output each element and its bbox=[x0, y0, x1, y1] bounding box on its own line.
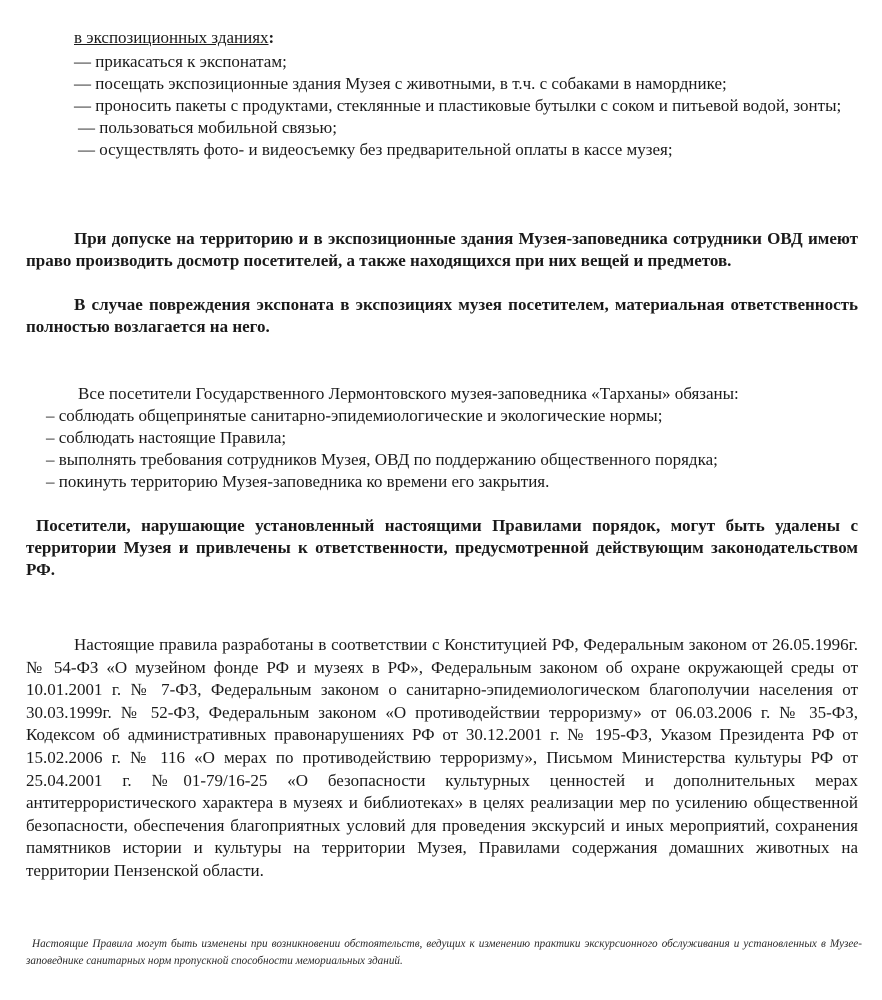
violators-paragraph: Посетители, нарушающие установленный настоящими Правилами порядок, могут быть удалены с территории Музея и привлечены к ответственности, предусмотренной действующим законодательством РФ. bbox=[26, 516, 858, 579]
prohibition-item: — осуществлять фото- и видеосъемку без предварительной оплаты в кассе музея; bbox=[78, 140, 673, 159]
obligation-item: – выполнять требования сотрудников Музея, ОВД по поддержанию общественного порядка; bbox=[46, 450, 718, 469]
legal-basis-paragraph: Настоящие правила разработаны в соответствии с Конституцией РФ, Федеральным законом от 26.05.1996г. № 54-ФЗ «О музейном фонде РФ и музеях в РФ», Федеральным законом об охране окружающей среды от 10.01.2001 г. № 7-ФЗ, Федеральным законом о санитарно-эпидемиологическом благополучии населения от 30.03.1999г. № 52-ФЗ, Федеральным законом «О противодействии терроризму» от 06.03.2006 г. № 35-ФЗ, Кодексом об административных правонарушениях РФ от 30.12.2001 г. № 195-ФЗ, Указом Президента РФ от 15.02.2006 г. № 116 «О мерах по противодействию терроризму», Письмом Министерства культуры РФ от 25.04.2001 г. №01-79/16-25 «О безопасности культурных ценностей и дополнительных мерах антитеррористического характера в музеях и библиотеках» в целях реализации мер по усилению общественной безопасности, обеспечения благоприятных условий для проведения экскурсий и иных мероприятий, сохранения памятников истории и культуры на территории Музея, Правилами содержания домашних животных на территории Пензенской области. bbox=[26, 635, 858, 880]
liability-paragraph: В случае повреждения экспоната в экспозициях музея посетителем, материальная ответственность полностью возлагается на него. bbox=[26, 295, 858, 336]
obligation-item: – соблюдать общепринятые санитарно-эпидемиологические и экологические нормы; bbox=[46, 406, 663, 425]
prohibitions-section bbox=[26, 27, 858, 161]
obligation-item: – покинуть территорию Музея-заповедника ко времени его закрытия. bbox=[46, 472, 550, 491]
prohibition-item: — пользоваться мобильной связью; bbox=[78, 118, 337, 137]
prohibitions-heading: в экспозиционных зданиях bbox=[74, 28, 269, 47]
prohibitions-heading-line bbox=[26, 27, 858, 49]
prohibitions-heading-colon: : bbox=[268, 28, 275, 47]
footnote: Настоящие Правила могут быть изменены при возникновении обстоятельств, ведущих к изменению практики экскурсионного обслуживания и установленных в Музее-заповеднике санитарных норм пропускной способности мемориальных зданий. bbox=[26, 938, 862, 967]
obligations-intro: Все посетители Государственного Лермонтовского музея-заповедника «Тарханы» обязаны: bbox=[78, 384, 739, 403]
obligations-section bbox=[26, 383, 858, 493]
prohibition-item: — прикасаться к экспонатам; bbox=[74, 52, 287, 71]
prohibition-item: — посещать экспозиционные здания Музея с животными, в т.ч. с собаками в наморднике; bbox=[74, 74, 727, 93]
prohibition-item: — проносить пакеты с продуктами, стеклянные и пластиковые бутылки с соком и питьевой водой, зонты; bbox=[74, 96, 842, 115]
obligation-item: – соблюдать настоящие Правила; bbox=[46, 428, 287, 447]
inspection-paragraph: При допуске на территорию и в экспозиционные здания Музея-заповедника сотрудники ОВД имеют право производить досмотр посетителей, а также находящихся при них вещей и предметов. bbox=[26, 229, 858, 270]
